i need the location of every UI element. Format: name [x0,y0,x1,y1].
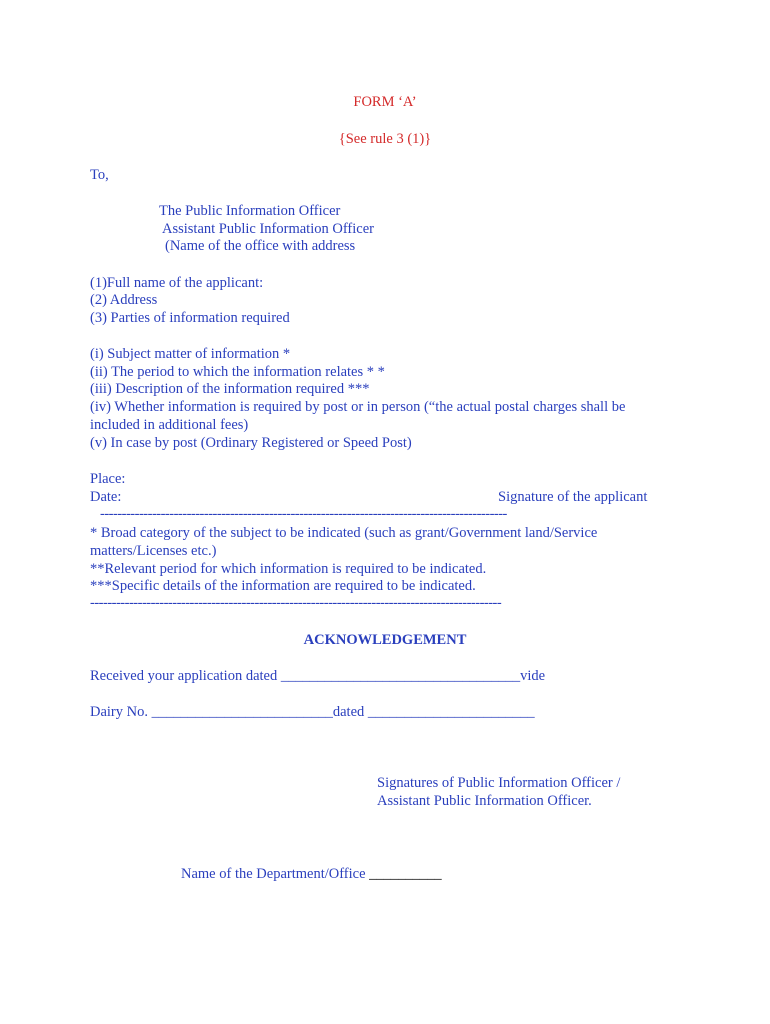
form-title: FORM ‘A’ [353,94,417,110]
footnote-period: **Relevant period for which information is required to be indicated. [90,561,487,577]
department-blank: __________ [369,866,442,882]
acknowledgement-heading: ACKNOWLEDGEMENT [303,632,467,648]
diary-line: Dairy No. _________________________dated _______________________ [90,704,535,720]
to-label: To, [90,167,109,183]
rule-reference: {See rule 3 (1)} [338,131,432,147]
item-subject: (i) Subject matter of information * [90,346,291,362]
field-parties: (3) Parties of information required [90,310,290,326]
received-line: Received your application dated _________________________________vide [90,668,546,684]
addressee-line: Assistant Public Information Officer [162,221,374,237]
item-post-type: (v) In case by post (Ordinary Registered or Speed Post) [90,435,412,451]
field-address: (2) Address [90,292,158,308]
date-label: Date: [90,489,122,505]
divider-top: ---------------------------------------------------------------------------------------------- [100,506,507,522]
field-full-name: (1)Full name of the applicant: [90,275,264,291]
department-label: Name of the Department/Office [181,866,366,882]
footnote-details: ***Specific details of the information are required to be indicated. [90,578,476,594]
item-description: (iii) Description of the information required *** [90,381,370,397]
officer-signature-line: Signatures of Public Information Officer / [377,775,621,791]
item-post-or-person: (iv) Whether information is required by post or in person (“the actual postal charges shall be included in additional fees) [90,399,626,433]
officer-signature-line: Assistant Public Information Officer. [377,793,592,809]
department-line [181,865,442,883]
addressee-line: (Name of the office with address [165,238,356,254]
footnote-category: * Broad category of the subject to be indicated (such as grant/Government land/Service matters/Licenses etc.) [90,525,598,559]
item-period: (ii) The period to which the information relates * * [90,364,385,380]
addressee-line: The Public Information Officer [159,203,341,219]
place-label: Place: [90,471,126,487]
divider-bottom: ----------------------------------------------------------------------------------------------- [90,595,502,611]
applicant-signature-label: Signature of the applicant [498,489,648,505]
